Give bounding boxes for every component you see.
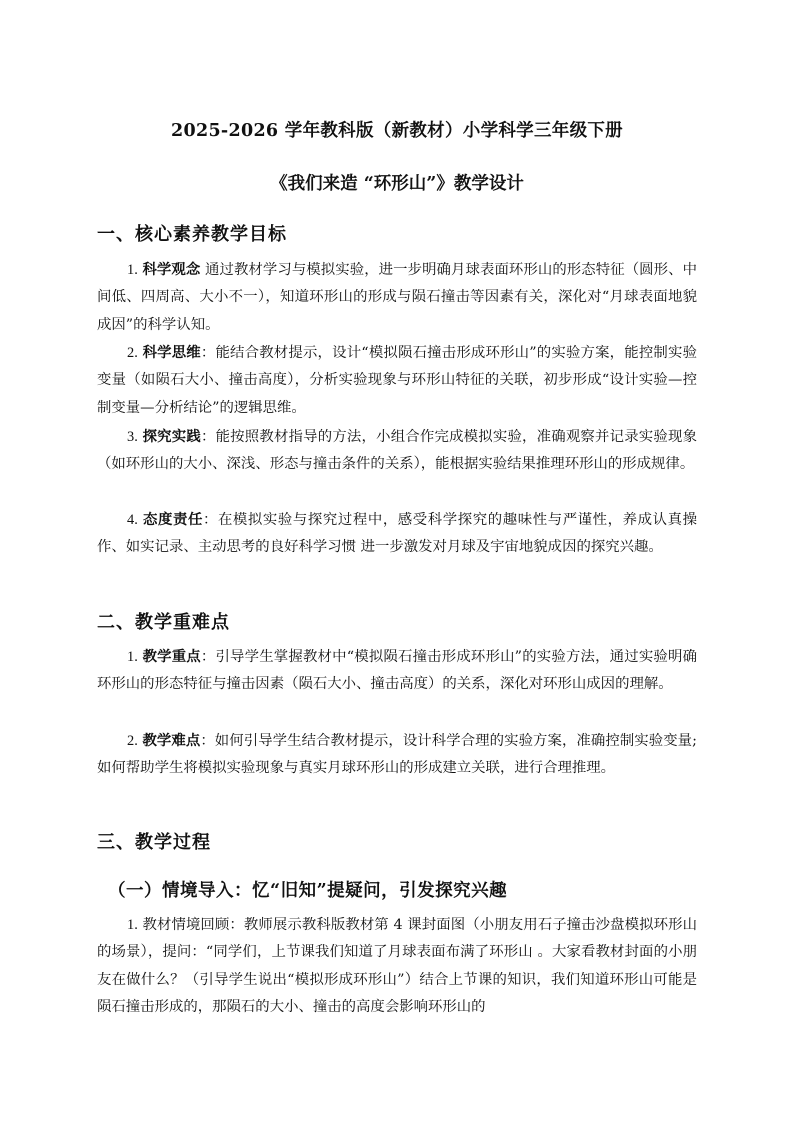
item-number: 1.: [127, 262, 138, 278]
item-number: 1.: [127, 917, 138, 933]
key-point-paragraph: [97, 727, 697, 783]
section-heading-key-points: 二、教学重难点: [97, 612, 230, 633]
item-text: ：引导学生掌握教材中“模拟陨石撞击形成环形山”的实验方法，通过实验明确环形山的形态特征与撞击因素（陨石大小、撞击高度）的关系，深化对环形山成因的理解。: [97, 649, 697, 693]
item-label: 态度责任: [142, 511, 203, 528]
item-number: 3.: [127, 429, 138, 445]
item-label: 探究实践: [142, 428, 201, 445]
objective-paragraph: [97, 423, 697, 479]
objective-paragraph: [97, 506, 697, 562]
item-text: 通过教材学习与模拟实验，进一步明确月球表面环形山的形态特征（圆形、中间低、四周高、大小不一），知道环形山的形成与陨石撞击等因素有关，深化对“月球表面地貌成因”的科学认知。: [97, 262, 697, 333]
section-heading-process: 三、教学过程: [97, 832, 211, 853]
item-label: 教学难点: [142, 732, 201, 749]
objective-paragraph: [97, 339, 697, 422]
section-heading-objectives: 一、核心素养教学目标: [97, 224, 287, 245]
item-number: 2.: [127, 733, 138, 749]
item-number: 1.: [127, 649, 138, 665]
item-text: 教材情境回顾：教师展示教科版教材第 4 课封面图（小朋友用石子撞击沙盘模拟环形山的场景），提问：“同学们，上节课我们知道了月球表面布满了环形山 。大家看教材封面的小朋友在做什么？（引导学生说出“模拟形成环形山”）结合上节课的知识，我们知道环形山可能是陨石撞击形成的，那陨石的大小、撞击的高度会影响环形山的: [97, 917, 697, 1015]
subsection-heading: （一）情境导入：忆“旧知”提疑问，引发探究兴趣: [108, 881, 508, 901]
objective-paragraph: [97, 256, 697, 339]
item-number: 2.: [127, 345, 138, 361]
document-subtitle: 《我们来造 “环形山”》教学设计: [270, 174, 524, 194]
process-paragraph: [97, 912, 697, 1021]
item-number: 4.: [127, 512, 138, 528]
item-label: 教学重点: [142, 648, 201, 665]
item-text: ：能结合教材提示，设计“模拟陨石撞击形成环形山”的实验方案，能控制实验变量（如陨石大小、撞击高度），分析实验现象与环形山特征的关联，初步形成“设计实验—控制变量—分析结论”的逻辑思维。: [97, 345, 697, 416]
key-point-paragraph: [97, 643, 697, 699]
item-label: 科学观念: [142, 261, 201, 278]
document-title: 2025-2026 学年教科版（新教材）小学科学三年级下册: [171, 121, 623, 141]
item-text: ：在模拟实验与探究过程中，感受科学探究的趣味性与严谨性，养成认真操作、如实记录、主动思考的良好科学习惯 进一步激发对月球及宇宙地貌成因的探究兴趣。: [97, 512, 697, 556]
item-text: ：能按照教材指导的方法，小组合作完成模拟实验，准确观察并记录实验现象（如环形山的大小、深浅、形态与撞击条件的关系），能根据实验结果推理环形山的形成规律。: [97, 429, 697, 473]
item-label: 科学思维: [142, 344, 201, 361]
item-text: ：如何引导学生结合教材提示，设计科学合理的实验方案，准确控制实验变量; 如何帮助学生将模拟实验现象与真实月球环形山的形成建立关联，进行合理推理。: [97, 733, 697, 777]
